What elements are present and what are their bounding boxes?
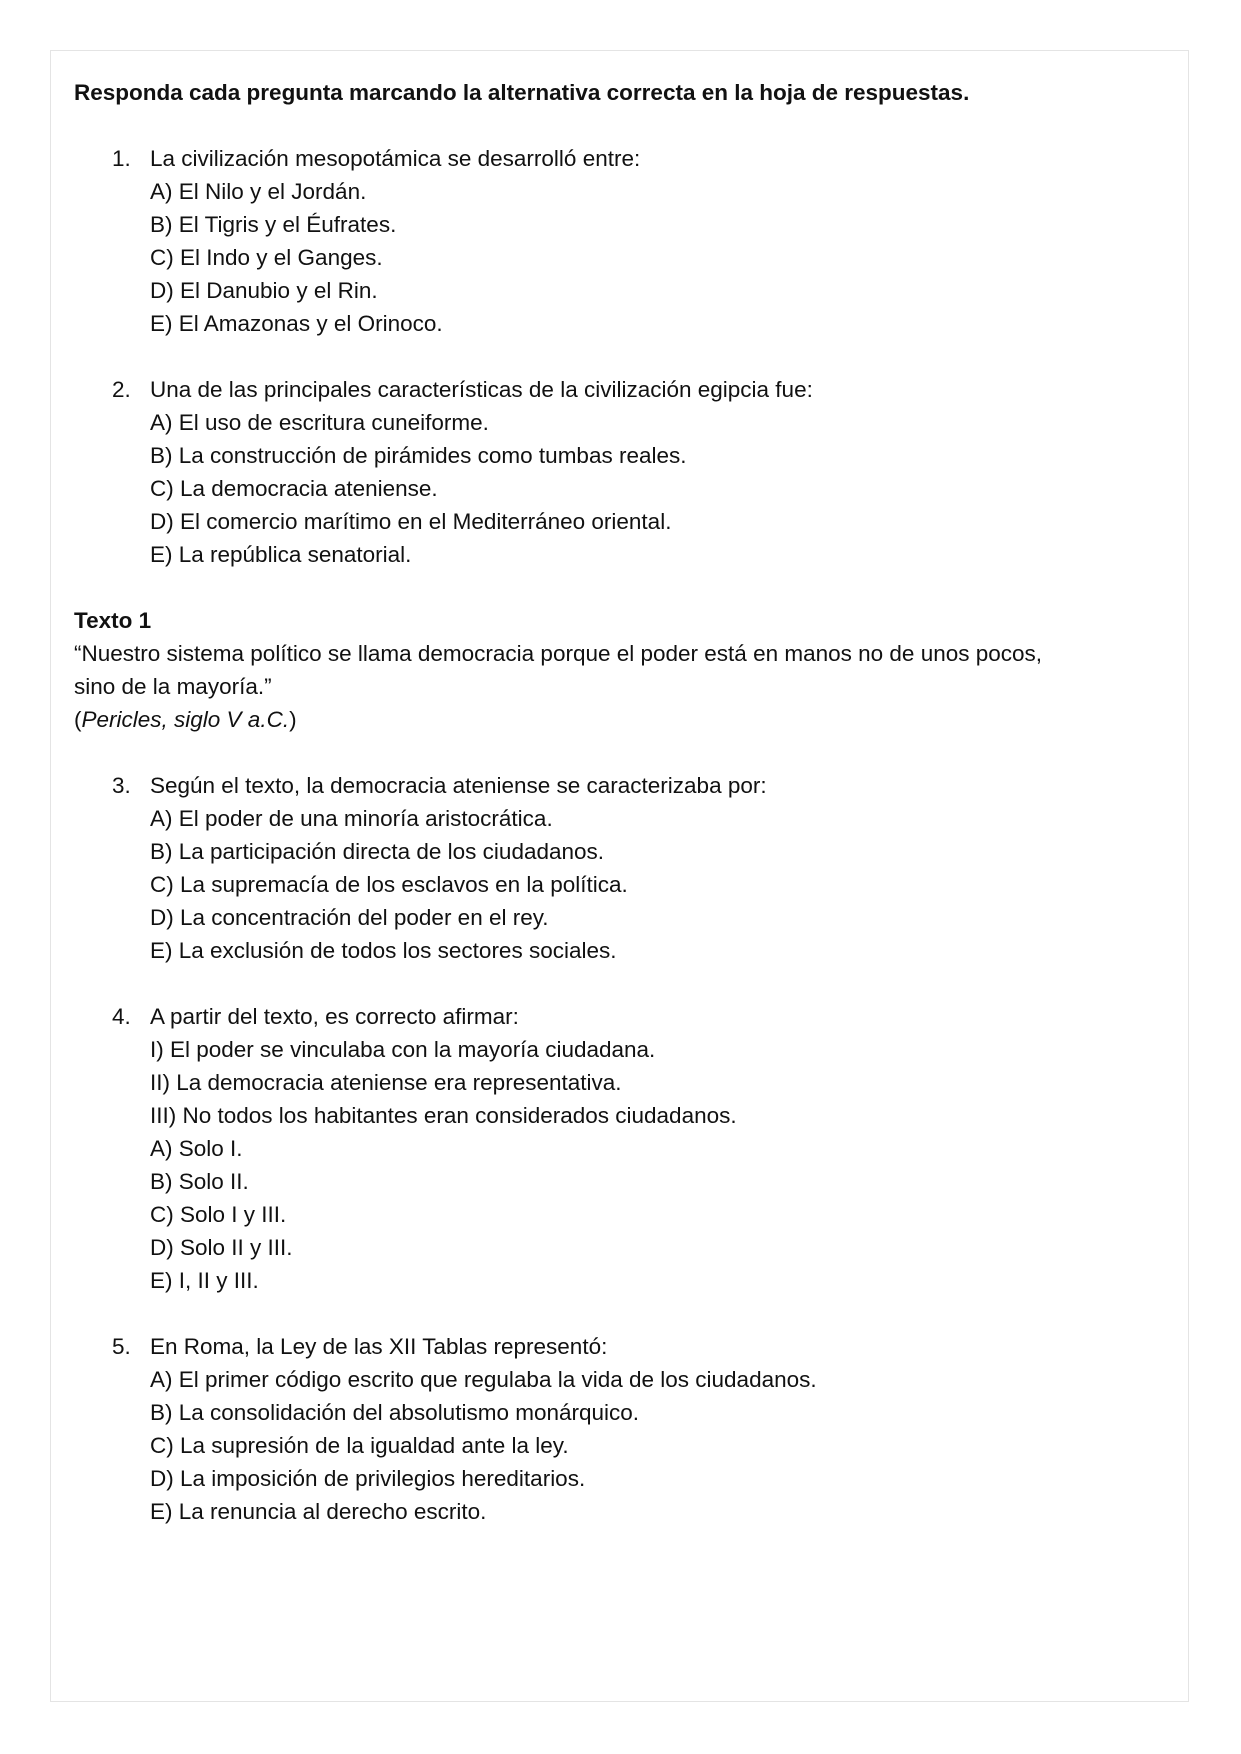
- answer-option: B) Solo II.: [150, 1169, 249, 1194]
- question-text: A partir del texto, es correcto afirmar:: [150, 1004, 519, 1029]
- question-text: En Roma, la Ley de las XII Tablas representó:: [150, 1334, 608, 1359]
- questions-after-text: [74, 769, 1174, 1528]
- texto-block: [74, 604, 1174, 736]
- answer-option: I) El poder se vinculaba con la mayoría ciudadana.: [150, 1037, 656, 1062]
- answer-option: B) La participación directa de los ciudadanos.: [150, 839, 605, 864]
- answer-option: E) La exclusión de todos los sectores sociales.: [150, 938, 617, 963]
- answer-option: C) La supremacía de los esclavos en la política.: [150, 872, 628, 897]
- answer-option: C) La supresión de la igualdad ante la ley.: [150, 1433, 569, 1458]
- question: [74, 142, 1174, 340]
- question-number: 2.: [112, 377, 131, 402]
- answer-option: D) El Danubio y el Rin.: [150, 278, 378, 303]
- answer-option: E) La renuncia al derecho escrito.: [150, 1499, 487, 1524]
- answer-option: II) La democracia ateniense era representativa.: [150, 1070, 622, 1095]
- answer-option: D) Solo II y III.: [150, 1235, 293, 1260]
- answer-option: A) El uso de escritura cuneiforme.: [150, 410, 489, 435]
- question-stem: [74, 769, 1174, 802]
- question-stem: [74, 142, 1174, 175]
- question: [74, 769, 1174, 967]
- question-stem: [74, 1000, 1174, 1033]
- question: [74, 1000, 1174, 1297]
- texto-quote-line2: sino de la mayoría.”: [74, 674, 272, 699]
- question-text: Una de las principales características de la civilización egipcia fue:: [150, 377, 813, 402]
- answer-option: A) El poder de una minoría aristocrática.: [150, 806, 553, 831]
- answer-option: E) El Amazonas y el Orinoco.: [150, 311, 443, 336]
- source-paren-close: ): [289, 707, 297, 732]
- answer-option: B) El Tigris y el Éufrates.: [150, 212, 397, 237]
- instructions: Responda cada pregunta marcando la alternativa correcta en la hoja de respuestas.: [74, 80, 970, 105]
- answer-option: B) La construcción de pirámides como tumbas reales.: [150, 443, 687, 468]
- answer-option: E) La república senatorial.: [150, 542, 412, 567]
- answer-option: E) I, II y III.: [150, 1268, 259, 1293]
- texto-title: Texto 1: [74, 608, 152, 633]
- question: [74, 373, 1174, 571]
- source-paren-open: (: [74, 707, 82, 732]
- source-author: Pericles, siglo V a.C.: [81, 707, 290, 732]
- question-number: 5.: [112, 1334, 131, 1359]
- question-stem: [74, 373, 1174, 406]
- question-text: La civilización mesopotámica se desarrolló entre:: [150, 146, 641, 171]
- texto-quote-line1: “Nuestro sistema político se llama democracia porque el poder está en manos no de unos pocos,: [74, 641, 1043, 666]
- answer-option: B) La consolidación del absolutismo monárquico.: [150, 1400, 640, 1425]
- answer-option: C) El Indo y el Ganges.: [150, 245, 383, 270]
- exam-content: [74, 76, 1174, 1561]
- answer-option: D) El comercio marítimo en el Mediterráneo oriental.: [150, 509, 672, 534]
- question-number: 1.: [112, 146, 131, 171]
- question-number: 4.: [112, 1004, 131, 1029]
- answer-option: D) La concentración del poder en el rey.: [150, 905, 549, 930]
- questions-before-text: [74, 142, 1174, 571]
- answer-option: D) La imposición de privilegios hereditarios.: [150, 1466, 586, 1491]
- answer-option: A) El Nilo y el Jordán.: [150, 179, 367, 204]
- texto-source: [74, 703, 1174, 736]
- question-text: Según el texto, la democracia ateniense se caracterizaba por:: [150, 773, 767, 798]
- answer-option: A) Solo I.: [150, 1136, 243, 1161]
- question-number: 3.: [112, 773, 131, 798]
- answer-option: C) La democracia ateniense.: [150, 476, 438, 501]
- answer-option: III) No todos los habitantes eran considerados ciudadanos.: [150, 1103, 737, 1128]
- question: [74, 1330, 1174, 1528]
- answer-option: A) El primer código escrito que regulaba la vida de los ciudadanos.: [150, 1367, 817, 1392]
- question-stem: [74, 1330, 1174, 1363]
- answer-option: C) Solo I y III.: [150, 1202, 287, 1227]
